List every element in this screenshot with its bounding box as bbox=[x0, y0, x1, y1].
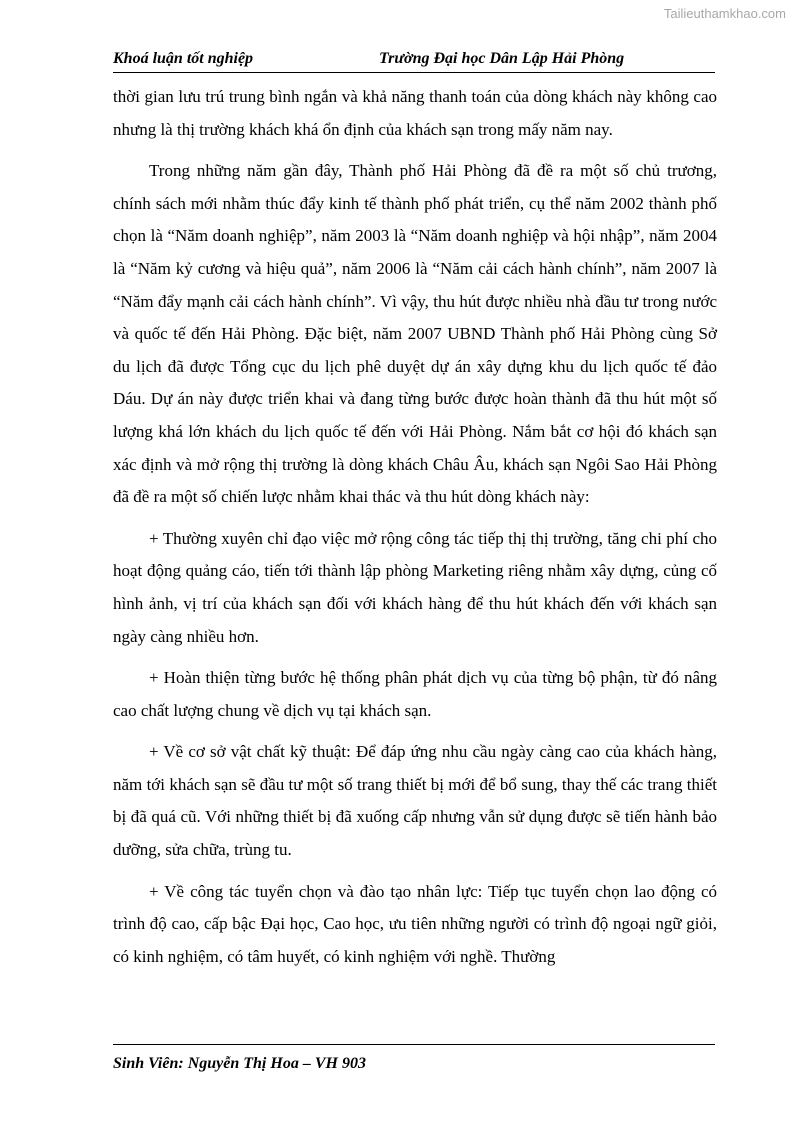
header-university: Trường Đại học Dân Lập Hải Phòng bbox=[379, 50, 625, 67]
paragraph-continuation: thời gian lưu trú trung bình ngắn và khả năng thanh toán của dòng khách này không cao nhưng là thị trường khách khá ổn định của khách sạn trong mấy năm nay. bbox=[113, 87, 717, 139]
paragraph-facilities: + Về cơ sở vật chất kỹ thuật: Để đáp ứng nhu cầu ngày càng cao của khách hàng, năm tới khách sạn sẽ đầu tư một số trang thiết bị mới để bổ sung, thay thế các trang thiết bị đã quá cũ. Với những thiết bị đã xuống cấp nhưng vẫn sử dụng được sẽ tiến hành bảo dưỡng, sửa chữa, trùng tu. bbox=[113, 742, 717, 860]
page-footer: Sinh Viên: Nguyễn Thị Hoa – VH 903 bbox=[113, 1055, 366, 1072]
paragraph-service: + Hoàn thiện từng bước hệ thống phân phát dịch vụ của từng bộ phận, từ đó nâng cao chất lượng chung về dịch vụ tại khách sạn. bbox=[113, 668, 717, 720]
paragraph-intro: Trong những năm gần đây, Thành phố Hải Phòng đã đề ra một số chủ trương, chính sách mới nhằm thúc đẩy kinh tế thành phố phát triển, cụ thể năm 2002 thành phố chọn là “Năm doanh nghiệp”, năm 2003 là “Năm doanh nghiệp và hội nhập”, năm 2004 là “Năm kỷ cương và hiệu quả”, năm 2006 là “Năm cải cách hành chính”, năm 2007 là “Năm đẩy mạnh cải cách hành chính”. Vì vậy, thu hút được nhiều nhà đầu tư trong nước và quốc tế đến Hải Phòng. Đặc biệt, năm 2007 UBND Thành phố Hải Phòng cùng Sở du lịch đã được Tổng cục du lịch phê duyệt dự án xây dựng khu du lịch quốc tế đảo Dáu. Dự án này được triển khai và đang từng bước được hoàn thành đã thu hút một số lượng khá lớn khách du lịch quốc tế đến với Hải Phòng. Nắm bắt cơ hội đó khách sạn xác định và mở rộng thị trường là dòng khách Châu Âu, khách sạn Ngôi Sao Hải Phòng đã đề ra một số chiến lược nhằm khai thác và thu hút dòng khách này: bbox=[113, 161, 717, 507]
header-divider bbox=[113, 72, 715, 73]
footer-divider bbox=[113, 1044, 715, 1045]
header-thesis-title: Khoá luận tốt nghiệp bbox=[113, 50, 254, 67]
page-header bbox=[113, 50, 713, 68]
paragraph-marketing: + Thường xuyên chỉ đạo việc mở rộng công tác tiếp thị thị trường, tăng chi phí cho hoạt động quảng cáo, tiến tới thành lập phòng Marketing riêng nhằm xây dựng, củng cố hình ảnh, vị trí của khách sạn đối với khách hàng để thu hút khách đến với khách sạn ngày càng nhiều hơn. bbox=[113, 528, 717, 646]
watermark: Tailieuthamkhao.com bbox=[663, 6, 786, 21]
paragraph-staffing: + Về công tác tuyển chọn và đào tạo nhân lực: Tiếp tục tuyển chọn lao động có trình độ cao, cấp bậc Đại học, Cao học, ưu tiên những người có trình độ ngoại ngữ giỏi, có kinh nghiệm, có tâm huyết, có kinh nghiệm với nghề. Thường bbox=[113, 881, 717, 966]
body-text bbox=[113, 81, 717, 982]
